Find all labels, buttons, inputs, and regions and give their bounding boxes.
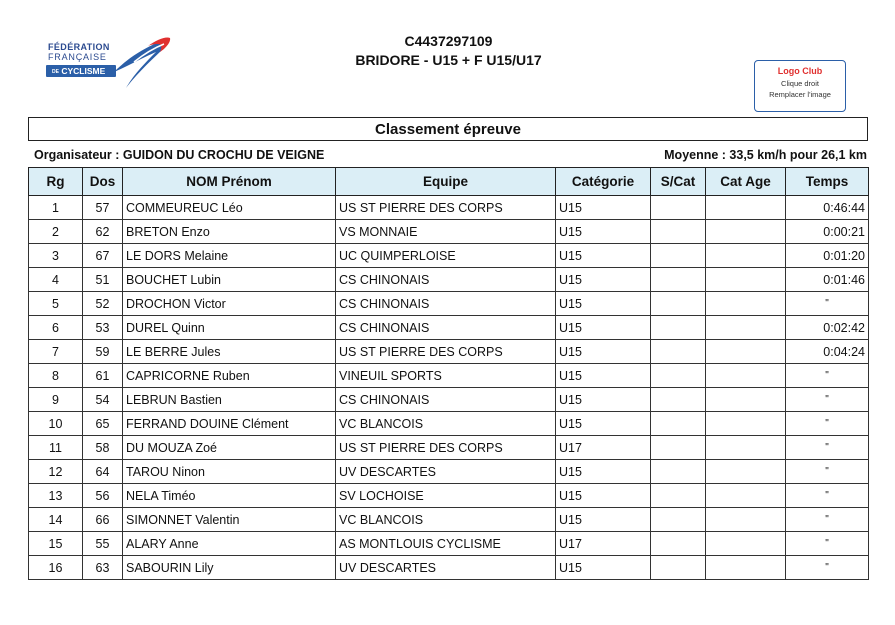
cell-time: 0:02:42 <box>786 316 869 340</box>
cell-bib: 63 <box>83 556 123 580</box>
table-row <box>29 244 869 268</box>
cell-cat-age <box>706 220 786 244</box>
cell-team: UC QUIMPERLOISE <box>336 244 556 268</box>
col-header-category: Catégorie <box>556 168 651 196</box>
cell-subcat <box>651 244 706 268</box>
cell-cat-age <box>706 436 786 460</box>
cell-subcat <box>651 340 706 364</box>
cell-team: VS MONNAIE <box>336 220 556 244</box>
section-title: Classement épreuve <box>28 117 868 141</box>
cell-time: 0:00:21 <box>786 220 869 244</box>
cell-time: " <box>786 556 869 580</box>
cell-rank: 9 <box>29 388 83 412</box>
cell-rank: 13 <box>29 484 83 508</box>
cell-rank: 2 <box>29 220 83 244</box>
cell-cat-age <box>706 412 786 436</box>
col-header-name: NOM Prénom <box>123 168 336 196</box>
cell-cat-age <box>706 244 786 268</box>
cell-subcat <box>651 556 706 580</box>
table-row <box>29 412 869 436</box>
logo-line-1: FÉDÉRATION <box>48 42 110 52</box>
cell-rank: 3 <box>29 244 83 268</box>
cell-bib: 59 <box>83 340 123 364</box>
cell-rank: 14 <box>29 508 83 532</box>
cell-name: SIMONNET Valentin <box>123 508 336 532</box>
cell-rank: 1 <box>29 196 83 220</box>
table-row <box>29 556 869 580</box>
cell-name: LE DORS Melaine <box>123 244 336 268</box>
cell-cat-age <box>706 460 786 484</box>
cell-team: US ST PIERRE DES CORPS <box>336 196 556 220</box>
cell-time: " <box>786 532 869 556</box>
cell-rank: 10 <box>29 412 83 436</box>
cell-bib: 54 <box>83 388 123 412</box>
cell-bib: 53 <box>83 316 123 340</box>
cell-cat-age <box>706 364 786 388</box>
cell-subcat <box>651 460 706 484</box>
cell-category: U15 <box>556 196 651 220</box>
cell-cat-age <box>706 340 786 364</box>
cell-name: BOUCHET Lubin <box>123 268 336 292</box>
cell-category: U15 <box>556 244 651 268</box>
cell-name: ALARY Anne <box>123 532 336 556</box>
cell-team: VINEUIL SPORTS <box>336 364 556 388</box>
cell-rank: 15 <box>29 532 83 556</box>
cell-name: LE BERRE Jules <box>123 340 336 364</box>
cell-time: 0:01:20 <box>786 244 869 268</box>
cell-time: " <box>786 484 869 508</box>
cell-subcat <box>651 484 706 508</box>
table-row <box>29 436 869 460</box>
cell-team: US ST PIERRE DES CORPS <box>336 436 556 460</box>
organizer: Organisateur : GUIDON DU CROCHU DE VEIGNE <box>34 148 325 162</box>
cell-bib: 57 <box>83 196 123 220</box>
table-row <box>29 388 869 412</box>
cell-time: " <box>786 388 869 412</box>
cell-subcat <box>651 412 706 436</box>
table-row <box>29 268 869 292</box>
table-row <box>29 220 869 244</box>
cell-team: CS CHINONAIS <box>336 388 556 412</box>
logo-club-title: Logo Club <box>777 66 823 76</box>
cell-subcat <box>651 196 706 220</box>
cell-rank: 8 <box>29 364 83 388</box>
cell-cat-age <box>706 388 786 412</box>
cell-time: " <box>786 508 869 532</box>
cell-team: VC BLANCOIS <box>336 508 556 532</box>
race-code <box>0 33 895 49</box>
cell-name: CAPRICORNE Ruben <box>123 364 336 388</box>
cell-team: UV DESCARTES <box>336 556 556 580</box>
logo-club-placeholder[interactable] <box>754 60 846 112</box>
cell-name: NELA Timéo <box>123 484 336 508</box>
table-row <box>29 340 869 364</box>
cell-category: U15 <box>556 364 651 388</box>
table-row <box>29 508 869 532</box>
cell-bib: 51 <box>83 268 123 292</box>
cell-time: " <box>786 460 869 484</box>
cell-rank: 5 <box>29 292 83 316</box>
cell-name: COMMEUREUC Léo <box>123 196 336 220</box>
cell-rank: 11 <box>29 436 83 460</box>
table-row <box>29 484 869 508</box>
cell-category: U17 <box>556 436 651 460</box>
cell-team: SV LOCHOISE <box>336 484 556 508</box>
cell-subcat <box>651 508 706 532</box>
logo-line-3-text: CYCLISME <box>61 66 106 76</box>
table-row <box>29 460 869 484</box>
cell-bib: 67 <box>83 244 123 268</box>
results-table <box>28 167 869 580</box>
cell-bib: 64 <box>83 460 123 484</box>
table-row <box>29 292 869 316</box>
logo-club-hint-1: Clique droit <box>781 79 819 88</box>
cell-rank: 6 <box>29 316 83 340</box>
cell-time: " <box>786 436 869 460</box>
cell-team: UV DESCARTES <box>336 460 556 484</box>
table-header-row <box>29 168 869 196</box>
cell-cat-age <box>706 316 786 340</box>
cell-subcat <box>651 532 706 556</box>
cell-cat-age <box>706 532 786 556</box>
cell-name: DU MOUZA Zoé <box>123 436 336 460</box>
cell-category: U15 <box>556 340 651 364</box>
cell-bib: 58 <box>83 436 123 460</box>
cell-cat-age <box>706 484 786 508</box>
cell-category: U15 <box>556 412 651 436</box>
cell-time: 0:01:46 <box>786 268 869 292</box>
cell-category: U15 <box>556 556 651 580</box>
cell-time: 0:46:44 <box>786 196 869 220</box>
race-name-text: BRIDORE - U15 + F U15/U17 <box>355 52 542 68</box>
cell-rank: 12 <box>29 460 83 484</box>
table-row <box>29 364 869 388</box>
cell-subcat <box>651 316 706 340</box>
col-header-cat-age: Cat Age <box>706 168 786 196</box>
cell-cat-age <box>706 292 786 316</box>
cell-team: CS CHINONAIS <box>336 268 556 292</box>
cell-rank: 4 <box>29 268 83 292</box>
cell-bib: 61 <box>83 364 123 388</box>
table-row <box>29 316 869 340</box>
cell-time: " <box>786 412 869 436</box>
cell-bib: 65 <box>83 412 123 436</box>
cell-name: DUREL Quinn <box>123 316 336 340</box>
cell-name: DROCHON Victor <box>123 292 336 316</box>
logo-club-hint-2: Remplacer l'image <box>769 90 831 99</box>
col-header-team: Equipe <box>336 168 556 196</box>
cell-cat-age <box>706 508 786 532</box>
cell-team: AS MONTLOUIS CYCLISME <box>336 532 556 556</box>
cell-cat-age <box>706 268 786 292</box>
cell-category: U15 <box>556 316 651 340</box>
cell-bib: 56 <box>83 484 123 508</box>
results-body <box>29 196 869 580</box>
cell-category: U17 <box>556 532 651 556</box>
average-speed: Moyenne : 33,5 km/h pour 26,1 km <box>664 148 867 162</box>
cell-subcat <box>651 292 706 316</box>
cell-time: " <box>786 364 869 388</box>
cell-team: CS CHINONAIS <box>336 316 556 340</box>
col-header-time: Temps <box>786 168 869 196</box>
cell-cat-age <box>706 556 786 580</box>
cell-category: U15 <box>556 508 651 532</box>
cell-name: BRETON Enzo <box>123 220 336 244</box>
cell-name: TAROU Ninon <box>123 460 336 484</box>
cell-subcat <box>651 436 706 460</box>
cell-subcat <box>651 268 706 292</box>
cell-rank: 16 <box>29 556 83 580</box>
cell-team: VC BLANCOIS <box>336 412 556 436</box>
race-code-text: C4437297109 <box>404 33 493 49</box>
cell-team: US ST PIERRE DES CORPS <box>336 340 556 364</box>
cell-subcat <box>651 220 706 244</box>
table-row <box>29 532 869 556</box>
cell-category: U15 <box>556 268 651 292</box>
cell-category: U15 <box>556 220 651 244</box>
table-row <box>29 196 869 220</box>
cell-team: CS CHINONAIS <box>336 292 556 316</box>
cell-bib: 62 <box>83 220 123 244</box>
cell-category: U15 <box>556 292 651 316</box>
logo-line-2: FRANÇAISE <box>48 52 107 62</box>
cell-time: 0:04:24 <box>786 340 869 364</box>
cell-bib: 55 <box>83 532 123 556</box>
cell-category: U15 <box>556 388 651 412</box>
logo-prefix: DE <box>52 68 59 75</box>
cell-subcat <box>651 364 706 388</box>
cell-bib: 52 <box>83 292 123 316</box>
cell-cat-age <box>706 196 786 220</box>
cell-subcat <box>651 388 706 412</box>
col-header-rg: Rg <box>29 168 83 196</box>
cell-rank: 7 <box>29 340 83 364</box>
cell-name: FERRAND DOUINE Clément <box>123 412 336 436</box>
cell-time: " <box>786 292 869 316</box>
cell-bib: 66 <box>83 508 123 532</box>
cell-category: U15 <box>556 460 651 484</box>
cell-name: LEBRUN Bastien <box>123 388 336 412</box>
col-header-dos: Dos <box>83 168 123 196</box>
col-header-subcat: S/Cat <box>651 168 706 196</box>
cell-category: U15 <box>556 484 651 508</box>
cell-name: SABOURIN Lily <box>123 556 336 580</box>
